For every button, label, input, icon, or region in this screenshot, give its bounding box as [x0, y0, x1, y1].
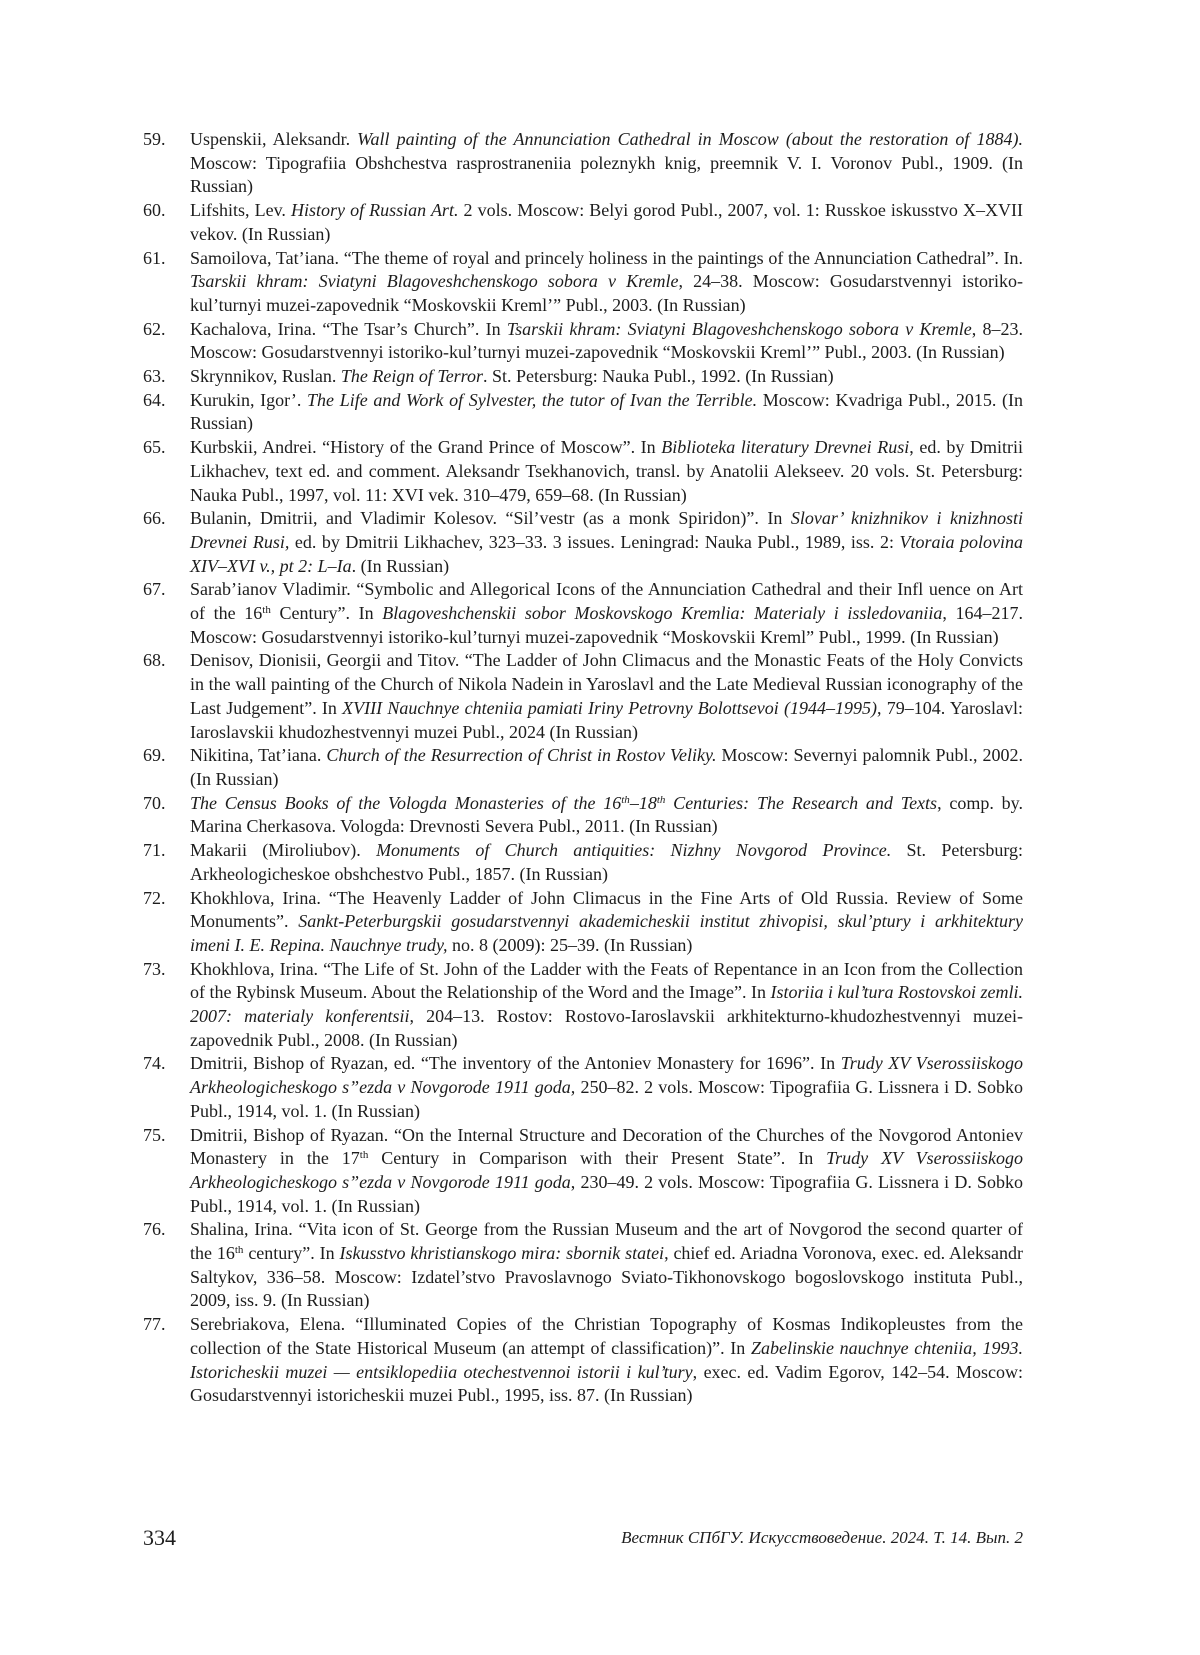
reference-text: [190, 200, 1023, 244]
reference-segment: St. Petersburg: Arkheologicheskoe obshchestvo Publ., 1857. (In Russian): [190, 840, 1023, 884]
reference-segment: Nikitina, Tat’iana.: [190, 745, 327, 766]
reference-number: 64.: [143, 389, 166, 410]
reference-segment: 250–82. 2 vols. Moscow: Tipografiia G. Lissnera i D. Sobko Publ., 1914, vol. 1. (In Russian): [190, 1077, 1024, 1121]
reference-segment: century”. In: [243, 1243, 340, 1264]
reference-entry: [143, 507, 1023, 578]
page-footer: [143, 1525, 1023, 1555]
reference-number: 74.: [143, 1053, 166, 1074]
reference-number: 73.: [143, 958, 166, 979]
reference-text: [190, 1314, 1023, 1405]
reference-text: [190, 793, 1023, 837]
reference-text: [190, 650, 1023, 741]
reference-list: [143, 128, 1023, 1408]
reference-segment: , exec. ed. Vadim Egorov, 142–54. Moscow: Gosudarstvennyi istoricheskii muzei Publ., 1995, iss. 87. (In Russian): [190, 1361, 1023, 1406]
reference-title: th: [621, 793, 630, 806]
reference-title: History of Russian Art.: [291, 200, 459, 221]
reference-text: [190, 366, 834, 386]
reference-segment: , 204–13. Rostov: Rostovo-Iaroslavskii arkhitekturno-khudozhestvennyi muzei-zapovednik Publ., 2008. (In Russian): [190, 1006, 1024, 1050]
reference-text: [190, 129, 1023, 196]
reference-number: 76.: [143, 1219, 166, 1240]
reference-entry: [143, 1052, 1023, 1123]
reference-text: [190, 1219, 1023, 1310]
reference-entry: [143, 887, 1023, 958]
reference-text: [190, 888, 1023, 955]
reference-segment: Moscow: Tipografiia Obshchestva rasprostraneniia poleznykh knig, preemnik V. I. Voronov Publ., 1909. (In Russian): [190, 152, 1023, 197]
reference-title: Blagoveshchenskii sobor Moskovskogo Kremlia: Materialy i issledovaniia: [382, 603, 943, 624]
reference-segment: Century”. In: [270, 603, 383, 624]
page-number: 334: [143, 1525, 176, 1550]
reference-text: [190, 745, 1023, 789]
reference-segment: ed. by Dmitrii Likhachev, 323–33. 3 issues. Leningrad: Nauka Publ., 1989, iss. 2:: [289, 531, 900, 552]
reference-entry: [143, 1313, 1023, 1408]
reference-text: [190, 390, 1023, 434]
reference-text: [190, 319, 1023, 363]
reference-segment: , 24–38. Moscow: Gosudarstvennyi istoriko-kul’turnyi muzei-zapovednik “Moskovskii Kreml’” Publ., 2003. (In Russian): [190, 271, 1023, 315]
reference-title: Trudy XV Vserossiiskogo Arkheologicheskogo s”ezda v Novgorode 1911 goda,: [190, 1053, 1023, 1098]
reference-segment: Denisov, Dionisii, Georgii and Titov. “The Ladder of John Climacus and the Monastic Feats of the Holy Convicts in the wall painting of the Church of Nikola Nadein in Yaroslavl and the Late Medieval Russian iconography of the Last Judgement”. In: [190, 650, 1023, 718]
reference-title: –18: [629, 792, 657, 813]
reference-title: Biblioteka literatury Drevnei Rusi: [661, 437, 910, 458]
reference-text: [190, 959, 1023, 1050]
reference-segment: , 164–217. Moscow: Gosudarstvennyi istoriko-kul’turnyi muzei-zapovednik “Moskovskii Kreml” Publ., 1999. (In Russian): [190, 603, 1024, 647]
reference-entry: [143, 436, 1023, 507]
reference-title: Istoriia i kul’tura Rostovskoi zemli. 2007: materialy konferentsii: [190, 982, 1024, 1027]
reference-title: Trudy XV Vserossiiskogo Arkheologicheskogo s”ezda v Novgorode 1911 goda: [190, 1148, 1023, 1192]
reference-segment: Shalina, Irina. “Vita icon of St. George from the Russian Museum and the art of Novgorod the second quarter of the 16: [190, 1219, 1023, 1264]
reference-segment: Kurbskii, Andrei. “History of the Grand Prince of Moscow”. In: [190, 437, 662, 458]
reference-number: 71.: [143, 840, 166, 861]
reference-number: 65.: [143, 437, 166, 458]
reference-segment: , 79–104. Yaroslavl: Iaroslavskii khudozhestvennyi muzei Publ., 2024 (In Russian): [190, 697, 1023, 742]
reference-entry: [143, 839, 1023, 886]
reference-segment: Sarab’ianov Vladimir. “Symbolic and Allegorical Icons of the Annunciation Cathedral and their Infl uence on Art of the 16: [190, 579, 1023, 624]
reference-segment: Century in Comparison with their Present State”. In: [368, 1148, 827, 1169]
reference-entry: [143, 128, 1023, 199]
reference-segment: Kurukin, Igor’.: [190, 389, 308, 410]
reference-number: 77.: [143, 1314, 166, 1335]
reference-entry: [143, 1124, 1023, 1219]
reference-title: Tsarskii khram: Sviatyni Blagoveshchenskogo sobora v Kremle: [190, 271, 679, 292]
journal-running-title: Вестник СПбГУ. Искусствоведение. 2024. Т. 14. Вып. 2: [621, 1528, 1023, 1547]
reference-entry: [143, 389, 1023, 436]
reference-entry: [143, 318, 1023, 365]
reference-text: [190, 579, 1023, 646]
reference-number: 72.: [143, 887, 166, 908]
reference-entry: [143, 744, 1023, 791]
reference-segment: Uspenskii, Aleksandr.: [190, 129, 358, 149]
reference-segment: , 230–49. 2 vols. Moscow: Tipografiia G. Lissnera i D. Sobko Publ., 1914, vol. 1. (In Russian): [190, 1171, 1024, 1216]
reference-entry: [143, 578, 1023, 649]
reference-number: 69.: [143, 745, 166, 766]
reference-segment: , ed. by Dmitrii Likhachev, text ed. and comment. Aleksandr Tsekhanovich, transl. by Anatolii Alekseev. 20 vols. St. Petersburg: Nauka Publ., 1997, vol. 11: XVI vek. 310–479, 659–68. (In Russian): [190, 437, 1023, 505]
reference-segment: . St. Petersburg: Nauka Publ., 1992. (In Russian): [483, 366, 834, 387]
reference-title: Slovar’ knizhnikov i knizhnosti Drevnei Rusi,: [190, 508, 1024, 552]
reference-title: The Census Books of the Vologda Monasteries of the 16: [190, 792, 622, 813]
reference-segment: no. 8 (2009): 25–39. (In Russian): [447, 934, 693, 955]
reference-segment: Serebriakova, Elena. “Illuminated Copies of the Christian Topography of Kosmas Indikopleustes from the collection of the State Historical Museum (an attempt of classification)”. In: [190, 1314, 1023, 1358]
reference-segment: . (In Russian): [351, 555, 450, 576]
reference-segment: , chief ed. Ariadna Voronova, exec. ed. Aleksandr Saltykov, 336–58. Moscow: Izdatel’stvo Pravoslavnogo Sviato-Tikhonovskogo bogoslovskogo instituta Publ., 2009, iss. 9. (In Russian): [190, 1243, 1023, 1311]
reference-segment: th: [262, 604, 271, 617]
ordinal-superscript: [262, 604, 271, 616]
reference-entry: [143, 247, 1023, 318]
reference-segment: Lifshits, Lev.: [190, 200, 291, 221]
reference-text: [190, 508, 1023, 575]
reference-title: Church of the Resurrection of Christ in Rostov Veliky.: [326, 745, 717, 766]
reference-segment: , comp. by. Marina Cherkasova. Vologda: Drevnosti Severa Publ., 2011. (In Russian): [190, 792, 1024, 837]
reference-title: Centuries: The Research and Texts: [665, 792, 938, 813]
reference-segment: 2 vols. Moscow: Belyi gorod Publ., 2007, vol. 1: Russkoe iskusstvo X–XVII vekov. (In Russian): [190, 200, 1023, 244]
reference-title: Tsarskii khram: Sviatyni Blagoveshchenskogo sobora v Kremle: [506, 318, 972, 339]
reference-text: [190, 840, 1023, 884]
reference-title: The Life and Work of Sylvester, the tutor of Ivan the Terrible.: [307, 389, 758, 410]
reference-entry: [143, 199, 1023, 246]
reference-entry: [143, 792, 1023, 839]
reference-number: 63.: [143, 366, 166, 387]
reference-segment: th: [359, 1149, 369, 1162]
reference-number: 67.: [143, 579, 166, 600]
reference-segment: Samoilova, Tat’iana. “The theme of royal and princely holiness in the paintings of the Annunciation Cathedral”. In.: [190, 247, 1023, 268]
reference-segment: Khokhlova, Irina. “The Life of St. John of the Ladder with the Feats of Repentance in an Icon from the Collection of the Rybinsk Museum. About the Relationship of the Word and the Image”. In: [190, 958, 1023, 1003]
reference-number: 70.: [143, 792, 166, 813]
reference-number: 66.: [143, 508, 166, 529]
reference-segment: Khokhlova, Irina. “The Heavenly Ladder of John Climacus in the Fine Arts of Old Russia. Review of Some Monuments”.: [190, 887, 1023, 932]
ordinal-superscript: [621, 794, 630, 806]
reference-title: Iskusstvo khristianskogo mira: sbornik statei: [339, 1243, 665, 1264]
reference-segment: , 8–23. Moscow: Gosudarstvennyi istoriko-kul’turnyi muzei-zapovednik “Moskovskii Kreml’” Publ., 2003. (In Russian): [190, 318, 1024, 363]
reference-title: Zabelinskie nauchnye chteniia, 1993. Istoricheskii muzei — entsiklopediia otechestvennoi istorii i kul’tury: [190, 1337, 1023, 1382]
reference-title: XVIII Nauchnye chteniia pamiati Iriny Petrovny Bolottsevoi (1944–1995): [342, 697, 878, 718]
reference-number: 60.: [143, 200, 166, 221]
reference-text: [190, 1053, 1023, 1120]
reference-entry: [143, 649, 1023, 744]
reference-segment: th: [234, 1244, 244, 1257]
reference-title: th: [656, 793, 666, 806]
reference-number: 59.: [143, 129, 166, 149]
reference-title: The Reign of Terror: [340, 366, 484, 387]
reference-text: [190, 1125, 1023, 1216]
reference-segment: Dmitrii, Bishop of Ryazan, ed. “The inventory of the Antoniev Monastery for 1696”. In: [190, 1053, 841, 1074]
reference-number: 62.: [143, 318, 166, 339]
reference-text: [190, 248, 1023, 315]
reference-number: 61.: [143, 247, 166, 268]
reference-segment: Dmitrii, Bishop of Ryazan. “On the Internal Structure and Decoration of the Churches of the Novgorod Antoniev Monastery in the 17: [190, 1124, 1023, 1169]
reference-number: 75.: [143, 1124, 166, 1145]
reference-title: Monuments of Church antiquities: Nizhny Novgorod Province.: [376, 840, 892, 861]
reference-segment: Makarii (Miroliubov).: [190, 840, 377, 861]
reference-number: 68.: [143, 650, 166, 671]
reference-segment: Kachalova, Irina. “The Tsar’s Church”. In: [190, 318, 507, 339]
reference-segment: Skrynnikov, Ruslan.: [190, 366, 341, 387]
reference-segment: Moscow: Kvadriga Publ., 2015. (In Russian): [190, 389, 1023, 434]
reference-segment: Bulanin, Dmitrii, and Vladimir Kolesov. “Sil’vestr (as a monk Spiridon)”. In: [190, 508, 791, 529]
reference-segment: Moscow: Severnyi palomnik Publ., 2002. (In Russian): [190, 745, 1023, 789]
reference-text: [190, 437, 1023, 504]
reference-entry: [143, 365, 1023, 389]
reference-entry: [143, 958, 1023, 1053]
reference-title: Sankt-Peterburgskii gosudarstvennyi akademicheskii institut zhivopisi, skul’ptury i arkhitektury imeni I. E. Repina. Nauchnye trudy,: [190, 911, 1023, 955]
reference-title: Vtoraia polovina XIV–XVI v., pt 2: L–Ia: [190, 531, 1024, 576]
reference-title: Wall painting of the Annunciation Cathedral in Moscow (about the restoration of 1884).: [357, 129, 1023, 149]
reference-entry: [143, 1218, 1023, 1313]
